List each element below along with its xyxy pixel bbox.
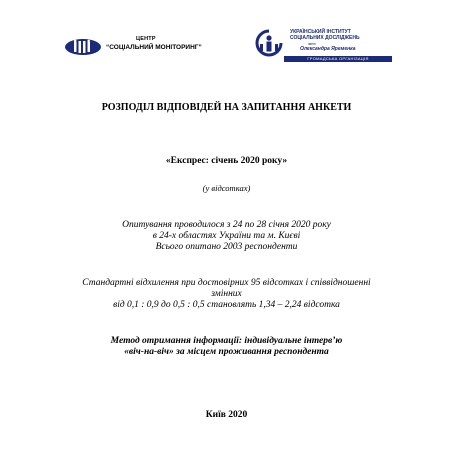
standard-deviation-info	[20, 278, 433, 311]
standard-deviation-line: від 0,1 : 0,9 до 0,5 : 0,5 становлять 1,34 – 2,24 відсотка	[113, 300, 340, 310]
survey-info-line: Опитування проводилося з 24 по 28 січня 2020 року	[122, 220, 331, 230]
standard-deviation-line: Стандартні відхилення при достовірних 95 відсотках і співвідношенні	[82, 278, 371, 288]
uisr-logo-icon	[254, 28, 284, 58]
method-info-line: «віч-на-віч» за місцем проживання респондента	[124, 347, 329, 357]
units-note: (у відсотках)	[202, 183, 251, 193]
uisr-logo-line5: ГРОМАДСЬКА ОРГАНІЗАЦІЯ	[307, 56, 369, 61]
method-info	[20, 336, 433, 358]
social-monitoring-logo	[64, 36, 204, 58]
method-info-line: Метод отримання інформації: індивідуальне інтерв’ю	[110, 336, 343, 346]
uisr-logo	[254, 26, 394, 66]
document-title: РОЗПОДІЛ ВІДПОВІДЕЙ НА ЗАПИТАННЯ АНКЕТИ	[101, 102, 352, 113]
uisr-logo-line1: УКРАЇНСЬКИЙ ІНСТИТУТ	[290, 29, 351, 35]
document-subtitle: «Експрес: січень 2020 року»	[165, 156, 288, 166]
uisr-logo-line2: СОЦІАЛЬНИХ ДОСЛІДЖЕНЬ	[290, 35, 360, 41]
document-footer-place-year: Київ 2020	[205, 410, 248, 420]
uisr-logo-line4: Олександра Яременка	[300, 46, 356, 52]
social-monitoring-logo-line2: “СОЦІАЛЬНИЙ МОНІТОРИНГ”	[106, 44, 202, 51]
survey-info	[20, 220, 433, 253]
standard-deviation-line: змінних	[211, 289, 242, 299]
survey-info-line: в 24-х областях України та м. Києві	[152, 231, 301, 241]
survey-info-line: Всього опитано 2003 респонденти	[155, 242, 298, 252]
social-monitoring-logo-line1: ЦЕНТР	[136, 36, 156, 42]
social-monitoring-logo-icon	[64, 38, 102, 56]
uisr-logo-line3: імені	[308, 42, 316, 46]
